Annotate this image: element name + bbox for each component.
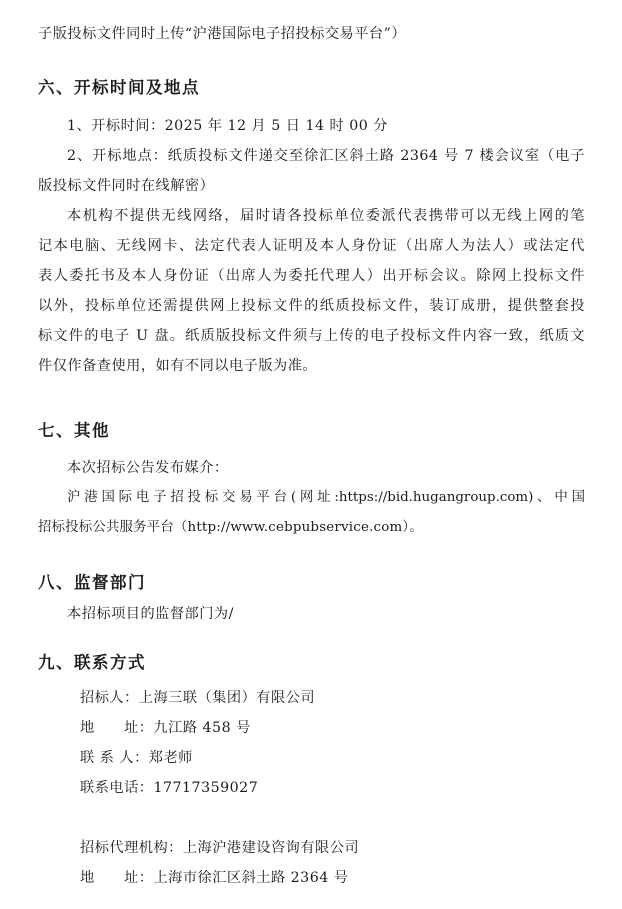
contact-phone: 联系电话：17717359027 [80, 780, 259, 796]
tenderer-name: 招标人：上海三联（集团）有限公司 [80, 690, 316, 706]
opening-time: 1、开标时间：2025 年 12 月 5 日 14 时 00 分 [67, 118, 388, 134]
notice-line-1: 本机构不提供无线网络，届时请各投标单位委派代表携带可以无线上网的笔 [67, 208, 585, 224]
notice-line-5: 标文件的电子 U 盘。纸质版投标文件须与上传的电子投标文件内容一致，纸质文 [38, 328, 585, 344]
notice-line-4: 以外，投标单位还需提供网上投标文件的纸质投标文件，装订成册，提供整套投 [38, 298, 585, 314]
section8-heading: 八、监督部门 [38, 573, 146, 592]
notice-line-3: 表人委托书及本人身份证（出席人为委托代理人）出开标会议。除网上投标文件 [38, 268, 585, 284]
opening-place-line1: 2、开标地点：纸质投标文件递交至徐汇区斜土路 2364 号 7 楼会议室（电子 [67, 148, 585, 164]
section9-heading: 九、联系方式 [38, 653, 146, 672]
contact-person: 联 系 人：郑老师 [80, 750, 193, 766]
notice-line-2: 记本电脑、无线网卡、法定代表人证明及本人身份证（出席人为法人）或法定代 [38, 238, 585, 254]
supervision-text: 本招标项目的监督部门为/ [67, 606, 234, 622]
opening-place-line2: 版投标文件同时在线解密） [38, 178, 215, 194]
agency-name: 招标代理机构：上海沪港建设咨询有限公司 [80, 840, 360, 856]
intro-tail-text: 子版投标文件同时上传“沪港国际电子招投标交易平台”） [38, 26, 407, 42]
media-line-1: 沪港国际电子招投标交易平台(网址:https://bid.hugangroup.com)、中国 [67, 490, 585, 505]
section7-heading: 七、其他 [38, 421, 110, 440]
tenderer-address: 地 址：九江路 458 号 [80, 720, 251, 736]
media-label: 本次招标公告发布媒介： [67, 460, 229, 476]
section6-heading: 六、开标时间及地点 [38, 78, 200, 97]
agency-address: 地 址：上海市徐汇区斜土路 2364 号 [80, 870, 349, 886]
media-line-2: 招标投标公共服务平台（http://www.cebpubservice.com）。 [38, 520, 423, 535]
notice-line-6: 件仅作备查使用，如有不同以电子版为准。 [38, 358, 318, 374]
